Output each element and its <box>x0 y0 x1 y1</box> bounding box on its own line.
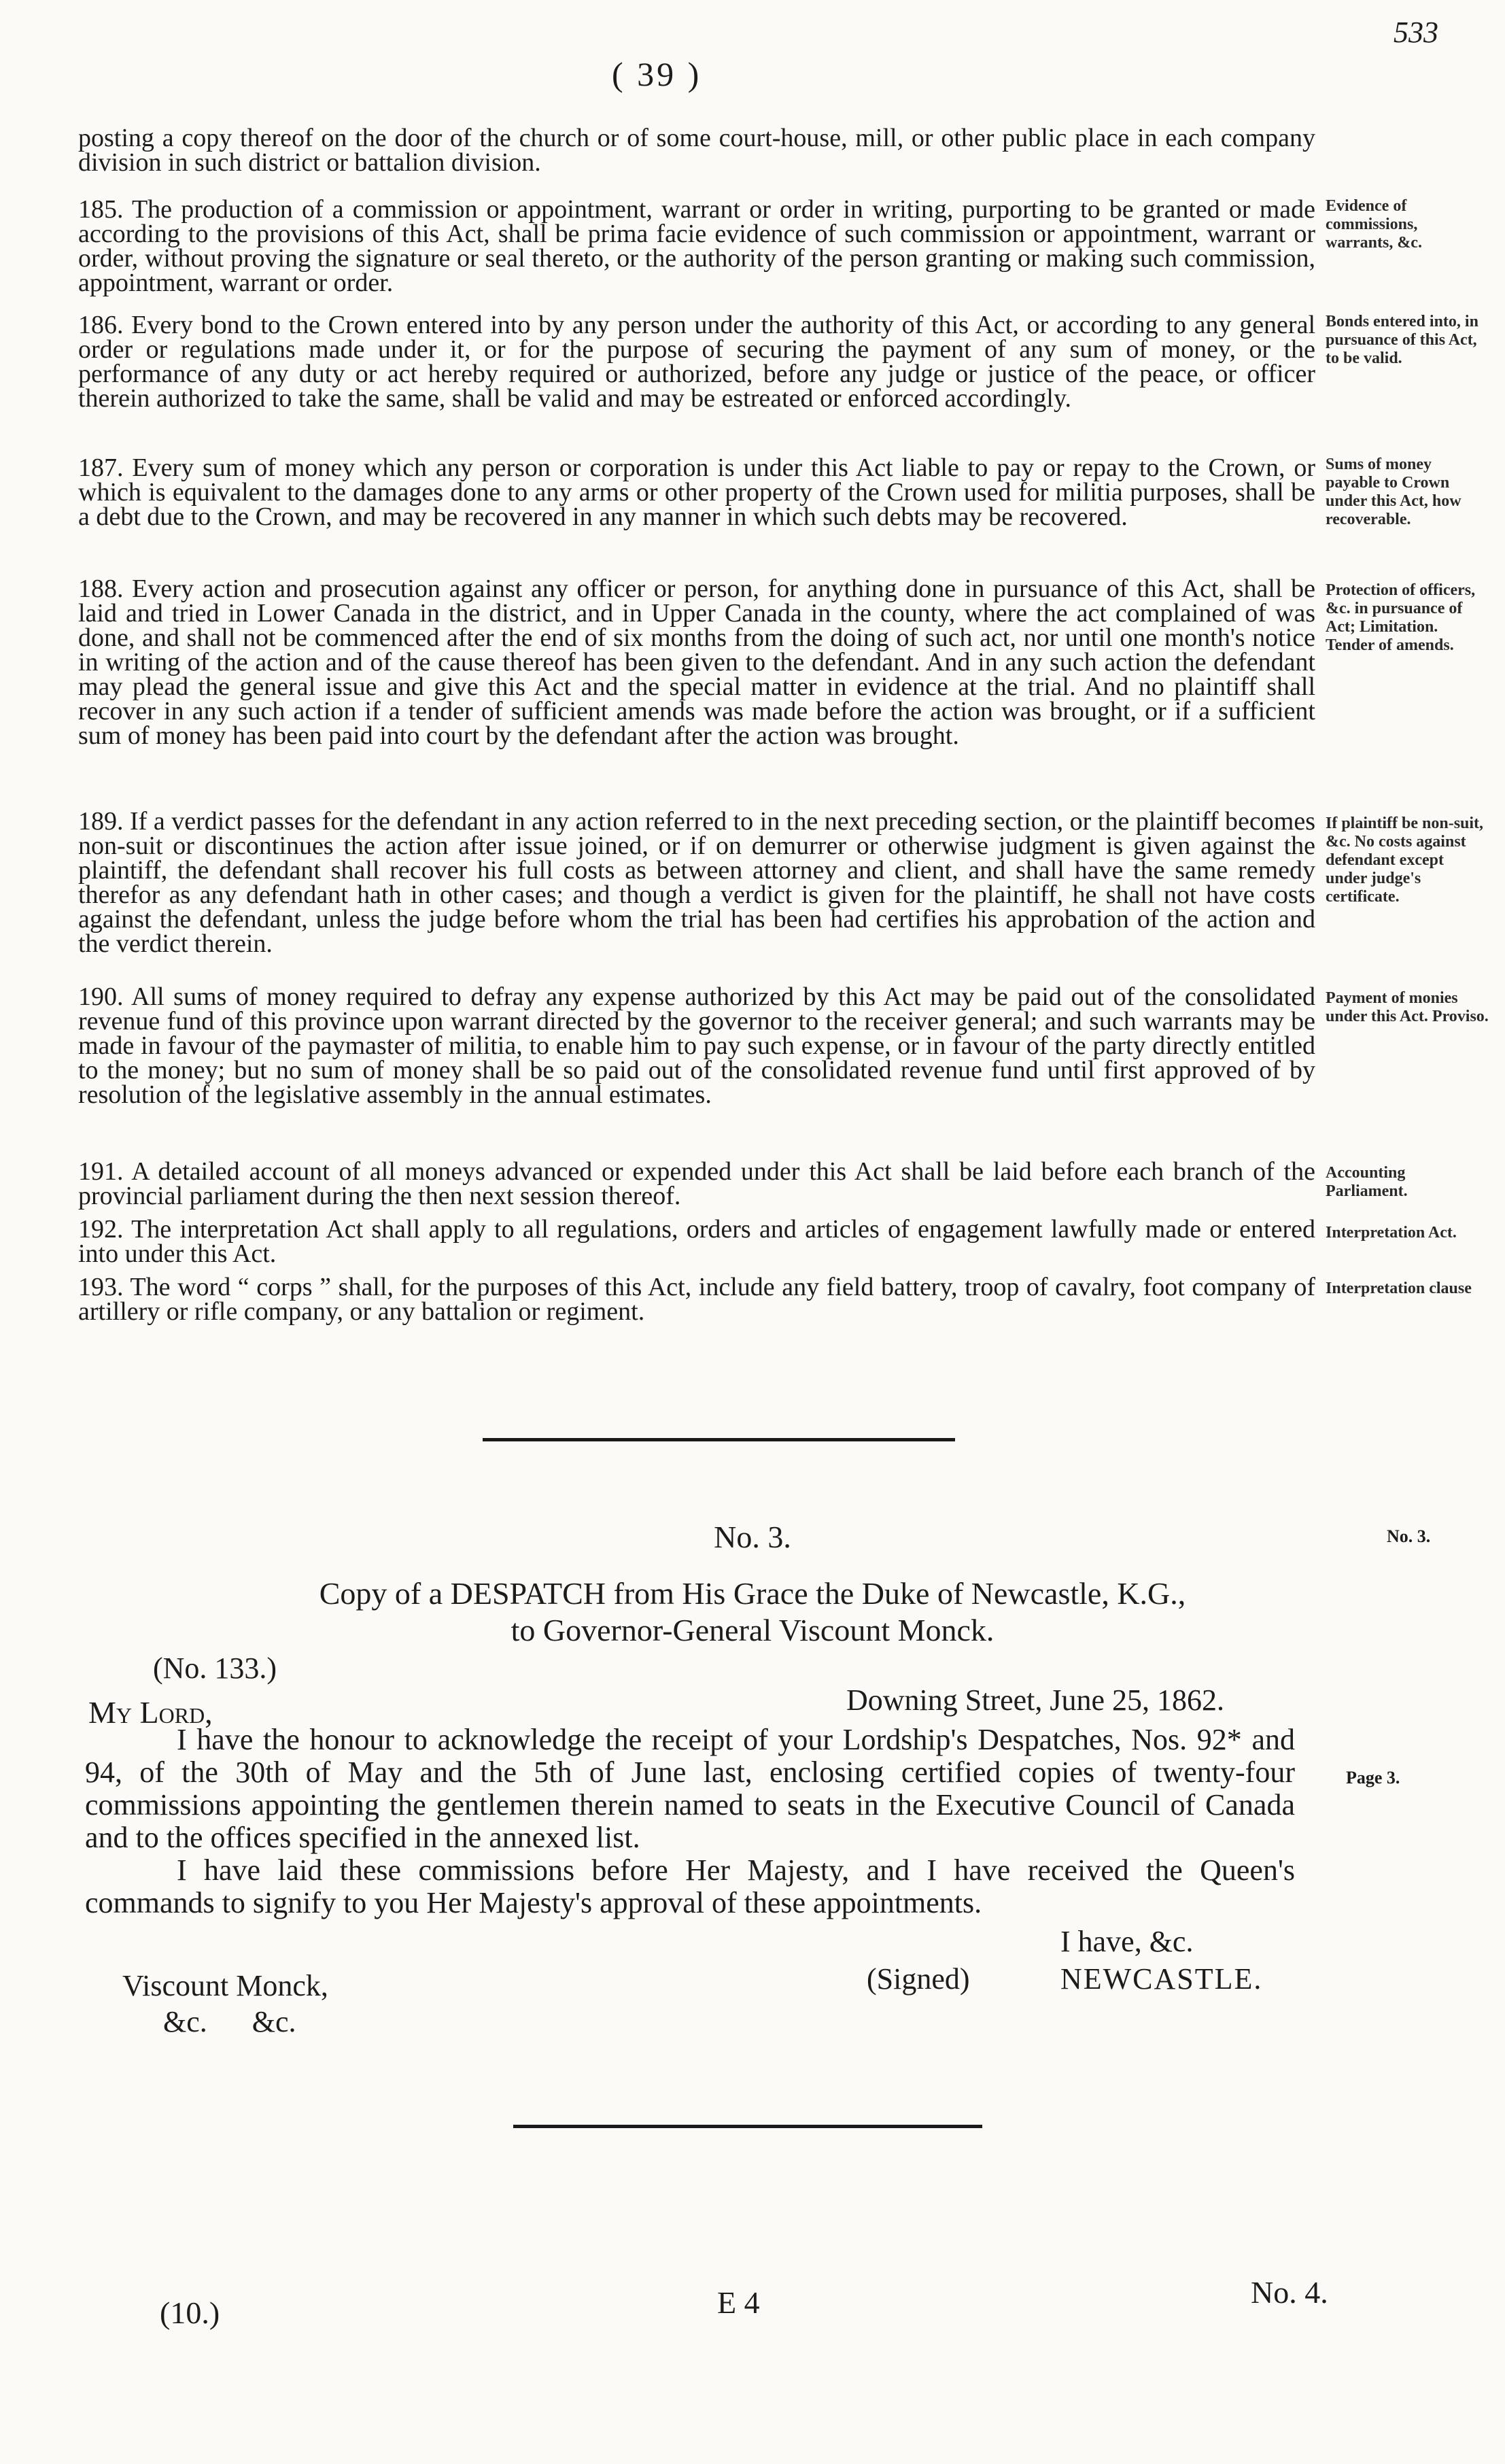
section-193: 193. The word “ corps ” shall, for the purposes of this Act, include any field battery, troop of cavalry, foot company of artillery or rifle company, or any battalion or regiment. <box>78 1273 1315 1326</box>
section-191: 191. A detailed account of all moneys advanced or expended under this Act shall be laid before each branch of the provincial parliament during the then next session thereof. <box>78 1157 1315 1210</box>
letter-body <box>85 1724 1295 1919</box>
footer-center: E 4 <box>717 2285 760 2320</box>
despatch-title-line2: to Governor-General Viscount Monck. <box>511 1613 994 1647</box>
despatch-number: No. 3. <box>714 1520 791 1554</box>
page-number: ( 39 ) <box>612 55 702 93</box>
margin-note-190: Payment of monies under this Act. Proviso. <box>1326 989 1489 1025</box>
salutation: My Lord, <box>88 1695 213 1730</box>
section-189: 189. If a verdict passes for the defendant in any action referred to in the next preceding section, or the plaintiff becomes non-suit or discontinues the action after issue joined, or if on demurrer or otherwise judgment is given against the plaintiff, the defendant shall recover his full costs as between attorney and client, and shall have the same remedy therefor as any defendant hath in other cases; and though a verdict is given for the plaintiff, he shall not have costs against the defendant, unless the judge before whom the trial has been had certifies his approbation of the action and the verdict therein. <box>78 807 1315 958</box>
place-date: Downing Street, June 25, 1862. <box>846 1683 1225 1717</box>
section-192: 192. The interpretation Act shall apply to all regulations, orders and articles of engagement lawfully made or entered into under this Act. <box>78 1215 1315 1268</box>
section-188: 188. Every action and prosecution against any officer or person, for anything done in pursuance of this Act, shall be laid and tried in Lower Canada in the district, and in Upper Canada in the county, where the act complained of was done, and shall not be commenced after the end of six months from the doing of such act, nor until one month's notice in writing of the action and of the cause thereof has been given to the defendant. And in any such action the defendant may plead the general issue and give this Act and the special matter in evidence at the trial. And no plaintiff shall recover in any such action if a tender of sufficient amends was made before the action was brought, or if a sufficient sum of money has been paid into court by the defendant after the action was brought. <box>78 575 1315 750</box>
section-0: posting a copy thereof on the door of the church or of some court-house, mill, or other public place in each company division in such district or battalion division. <box>78 124 1315 177</box>
corner-mark: 533 <box>1394 16 1438 49</box>
page-reference-note: Page 3. <box>1346 1768 1400 1787</box>
closing: I have, &c. <box>1060 1925 1194 1958</box>
divider-rule-top <box>483 1438 955 1441</box>
margin-note-189: If plaintiff be non-suit, &c. No costs against defendant except under judge's certificate. <box>1326 815 1484 906</box>
section-187: 187. Every sum of money which any person or corporation is under this Act liable to pay or repay to the Crown, or which is equivalent to the damages done to any arms or other property of the Crown used for militia purposes, shall be a debt due to the Crown, and may be recovered in any manner in which such debts may be recovered. <box>78 454 1315 531</box>
section-186: 186. Every bond to the Crown entered into by any person under the authority of this Act, or according to any general order or regulations made under it, or for the purpose of securing the payment of any sum of money, or the performance of any duty or act hereby required or authorized, before any judge or justice of the peace, or officer therein authorized to take the same, shall be valid and may be estreated or enforced accordingly. <box>78 311 1315 413</box>
margin-note-188: Protection of officers, &c. in pursuance of Act; Limitation. Tender of amends. <box>1326 581 1476 654</box>
addressee-etc: &c. &c. <box>163 2005 296 2038</box>
despatch-title-line1: Copy of a DESPATCH from His Grace the Duke of Newcastle, K.G., <box>319 1576 1186 1611</box>
letter-paragraph-2: I have laid these commissions before Her Majesty, and I have received the Queen's commands to signify to you Her Majesty's approval of these appointments. <box>85 1853 1295 1919</box>
margin-note-192: Interpretation Act. <box>1326 1224 1457 1242</box>
despatch-reference: (No. 133.) <box>153 1652 277 1685</box>
footer-right: No. 4. <box>1251 2275 1328 2310</box>
despatch-margin-number: No. 3. <box>1387 1526 1431 1546</box>
margin-note-191: Accounting Parliament. <box>1326 1164 1408 1200</box>
signer-name: NEWCASTLE. <box>1060 1962 1263 1996</box>
section-190: 190. All sums of money required to defray any expense authorized by this Act may be paid out of the consolidated revenue fund of this province upon warrant directed by the governor to the receiver general; and such warrants may be made in favour of the paymaster of militia, to enable him to pay such expense, or in favour of the party directly entitled to the money; but no sum of money shall be so paid out of the consolidated revenue fund until first approved of by resolution of the legislative assembly in the annual estimates. <box>78 982 1315 1109</box>
footer-left: (10.) <box>160 2295 220 2330</box>
section-185: 185. The production of a commission or appointment, warrant or order in writing, purporting to be granted or made according to the provisions of this Act, shall be prima facie evidence of such commission or appointment, warrant or order, without proving the signature or seal thereto, or the authority of the person granting or making such commission, appointment, warrant or order. <box>78 195 1315 297</box>
signed-label: (Signed) <box>867 1962 970 1996</box>
margin-note-185: Evidence of commissions, warrants, &c. <box>1326 197 1422 252</box>
margin-note-187: Sums of money payable to Crown under this Act, how recoverable. <box>1326 456 1461 528</box>
margin-note-193: Interpretation clause <box>1326 1280 1472 1297</box>
addressee-name: Viscount Monck, <box>122 1969 328 2002</box>
margin-note-186: Bonds entered into, in pursuance of this Act, to be valid. <box>1326 313 1478 367</box>
letter-paragraph-1: I have the honour to acknowledge the receipt of your Lordship's Despatches, Nos. 92* and 94, of the 30th of May and the 5th of June last, enclosing certified copies of twenty-four commissions appointing the gentlemen therein named to seats in the Executive Council of Canada and to the offices specified in the annexed list. <box>85 1723 1295 1854</box>
divider-rule-bottom <box>513 2125 982 2128</box>
